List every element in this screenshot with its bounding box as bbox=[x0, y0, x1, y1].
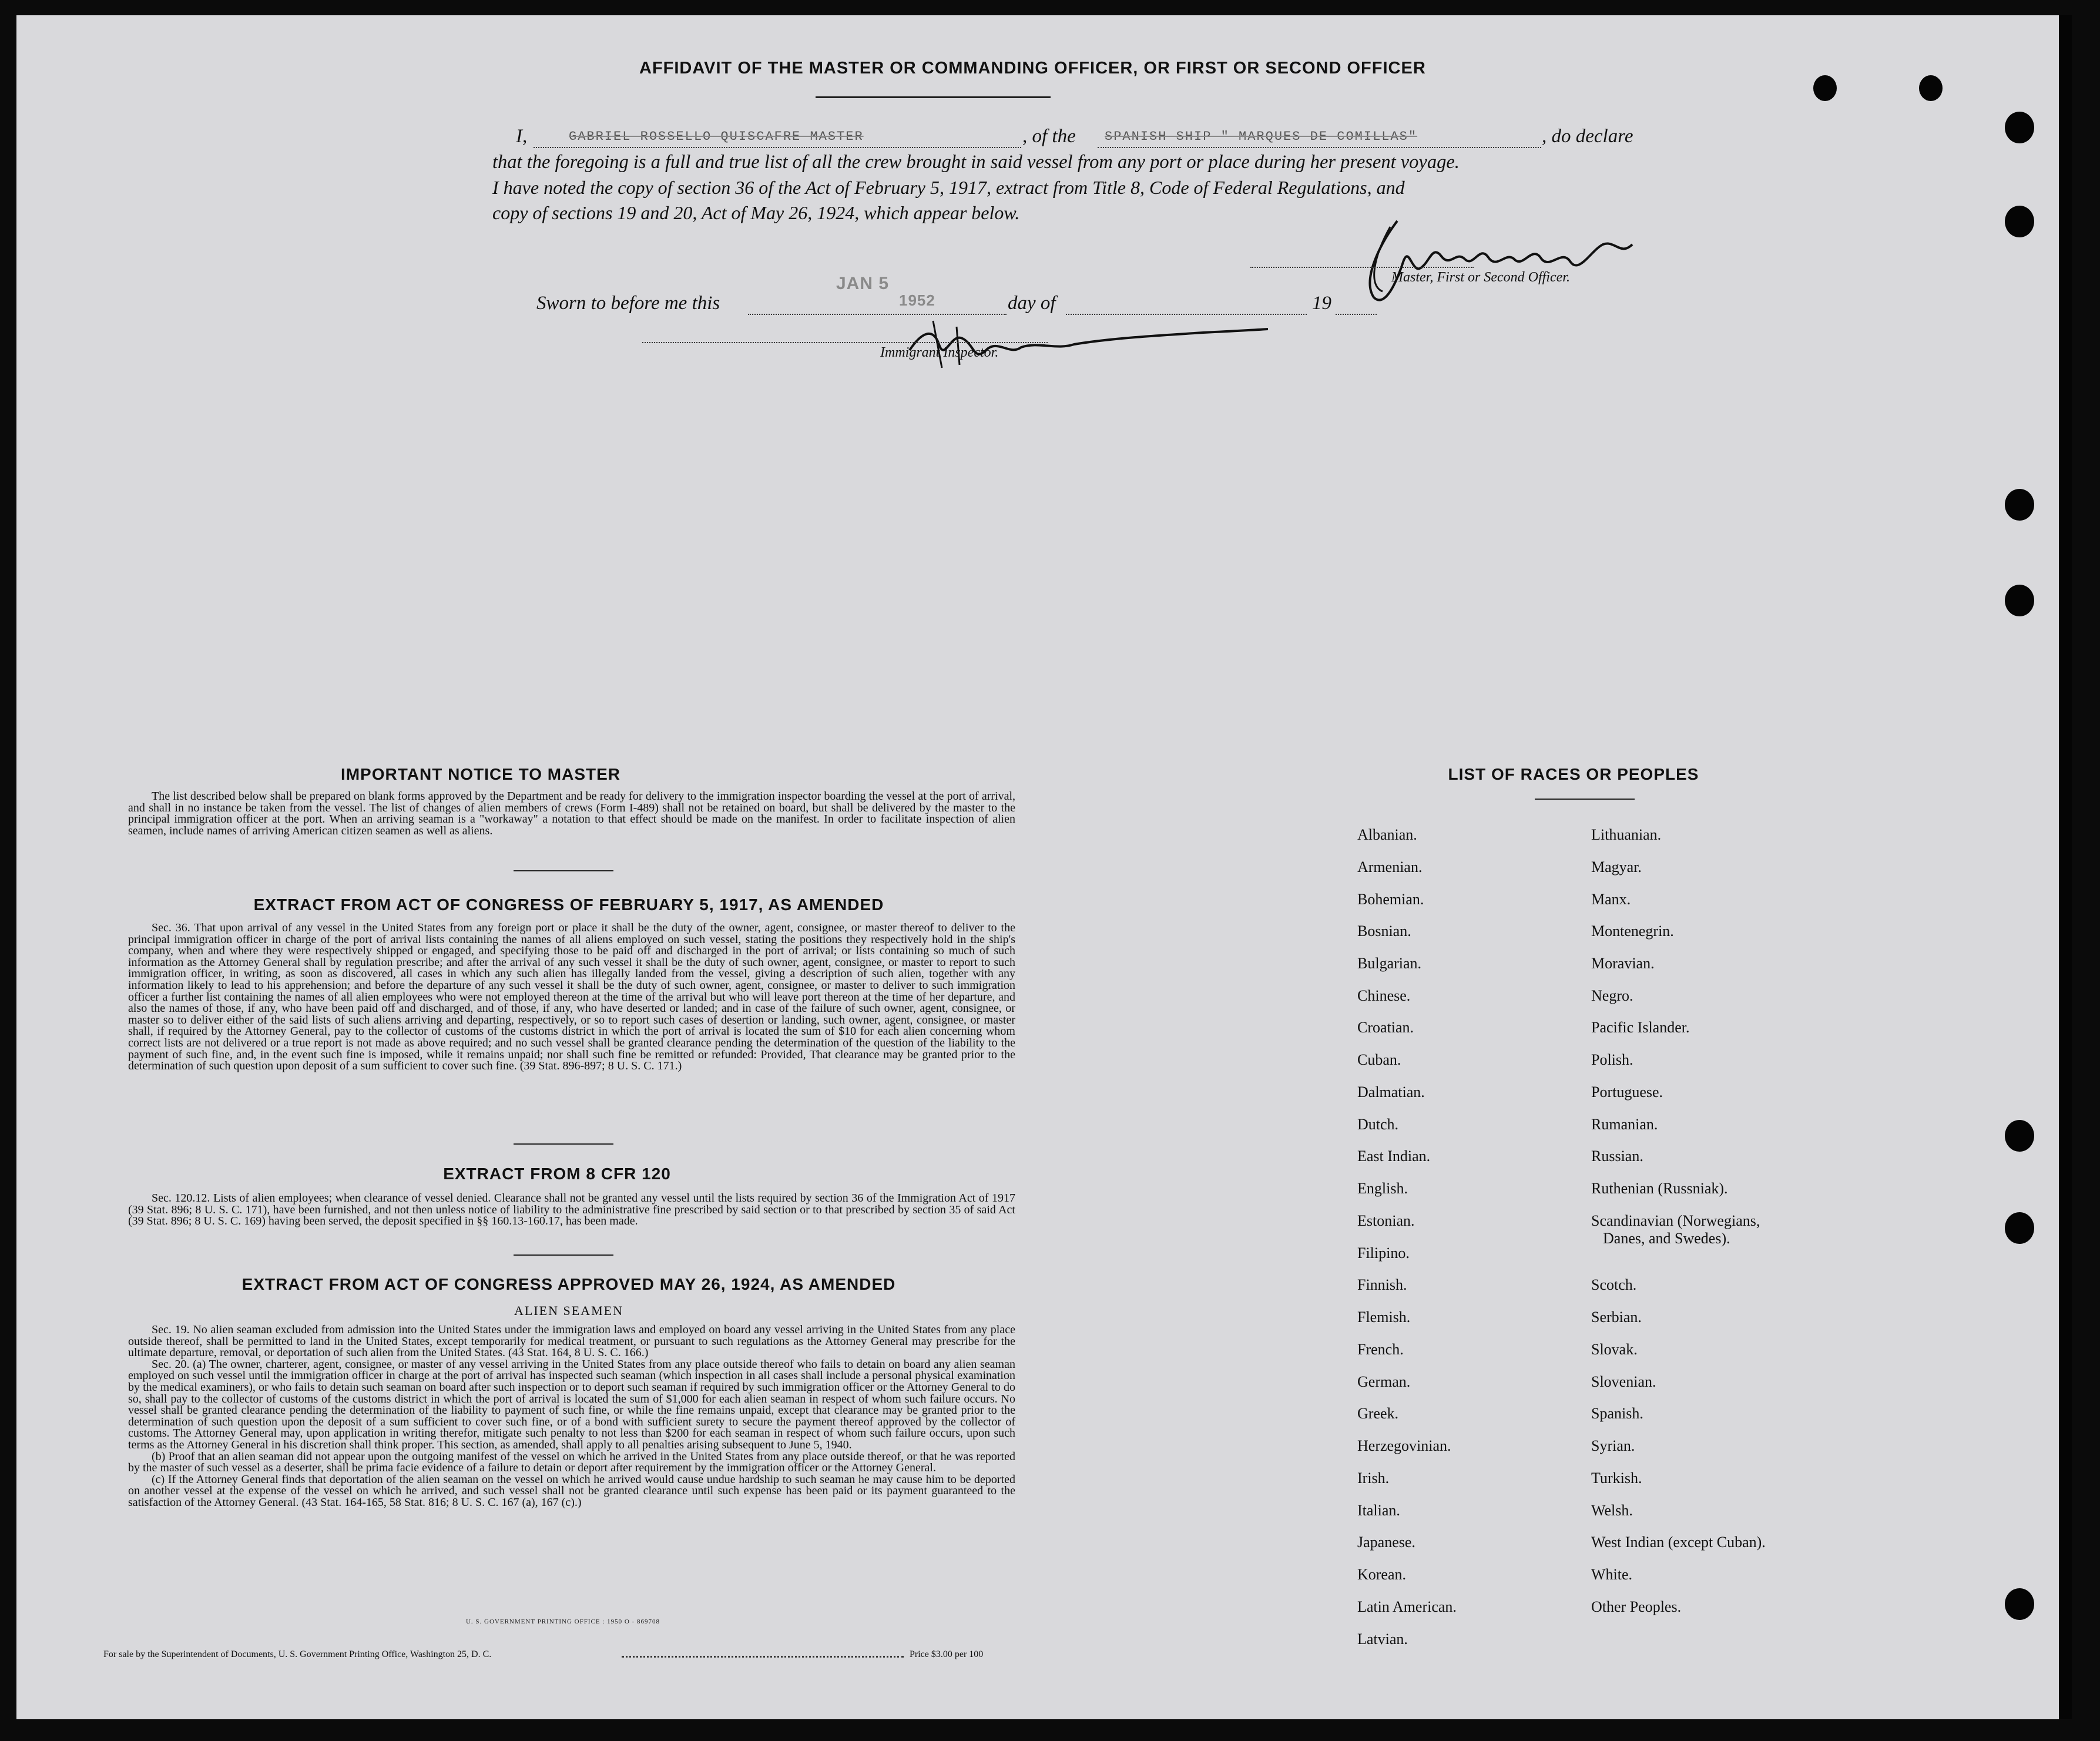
extract-1917-body bbox=[128, 923, 1015, 1072]
races-rule bbox=[1535, 799, 1635, 800]
race-item: Finnish. bbox=[1357, 1276, 1407, 1293]
sworn-text: Sworn to before me this bbox=[536, 293, 720, 314]
race-item: Scotch. bbox=[1591, 1276, 1637, 1293]
inspector-signature bbox=[898, 309, 1274, 380]
race-item: Pacific Islander. bbox=[1591, 1019, 1690, 1036]
declaration-do-declare: , do declare bbox=[1542, 126, 1633, 147]
race-item: Montenegrin. bbox=[1591, 923, 1674, 940]
signature-blank bbox=[1250, 267, 1474, 268]
signature-caption: Master, First or Second Officer. bbox=[1391, 270, 1570, 285]
races-title: LIST OF RACES OR PEOPLES bbox=[1448, 765, 1699, 783]
race-item: Slovenian. bbox=[1591, 1373, 1656, 1390]
race-item: West Indian (except Cuban). bbox=[1591, 1534, 1766, 1551]
gpo-line: U. S. GOVERNMENT PRINTING OFFICE : 1950 O - 869708 bbox=[465, 1618, 660, 1625]
race-item: German. bbox=[1357, 1373, 1411, 1390]
race-item: Portuguese. bbox=[1591, 1083, 1663, 1101]
master-name: GABRIEL ROSSELLO QUISCAFRE MASTER bbox=[569, 129, 864, 144]
race-item: Slovak. bbox=[1591, 1341, 1638, 1358]
affidavit-title: AFFIDAVIT OF THE MASTER OR COMMANDING OFFICER, OR FIRST OR SECOND OFFICER bbox=[639, 59, 1426, 78]
race-item: Estonian. bbox=[1357, 1212, 1415, 1229]
race-item: Bulgarian. bbox=[1357, 955, 1422, 972]
declaration-i: I, bbox=[516, 126, 528, 147]
race-item: Moravian. bbox=[1591, 955, 1655, 972]
race-item: Syrian. bbox=[1591, 1437, 1635, 1454]
race-item: Spanish. bbox=[1591, 1405, 1643, 1422]
race-item: Cuban. bbox=[1357, 1051, 1401, 1068]
declaration-line-3: I have noted the copy of section 36 of the Act of February 5, 1917, extract from Title 8, Code of Federal Regulations, and bbox=[492, 177, 1405, 198]
extract-1917-rule bbox=[514, 1143, 613, 1145]
notice-rule bbox=[514, 870, 613, 871]
race-item: Dutch. bbox=[1357, 1116, 1399, 1133]
race-item: Albanian. bbox=[1357, 826, 1417, 843]
year-blank bbox=[1336, 314, 1377, 315]
race-item: Italian. bbox=[1357, 1502, 1400, 1519]
cfr-body bbox=[128, 1193, 1015, 1227]
vessel-blank bbox=[1098, 147, 1541, 148]
race-item: Turkish. bbox=[1591, 1470, 1642, 1487]
date-stamp-month: JAN 5 bbox=[836, 274, 890, 293]
master-signature bbox=[1356, 209, 1673, 315]
binding-hole bbox=[1813, 75, 1837, 101]
race-item: Latin American. bbox=[1357, 1598, 1457, 1615]
race-item: Chinese. bbox=[1357, 987, 1411, 1004]
race-item: Armenian. bbox=[1357, 858, 1423, 875]
extract-1917-title: EXTRACT FROM ACT OF CONGRESS OF FEBRUARY 5, 1917, AS AMENDED bbox=[253, 895, 884, 914]
binding-hole bbox=[2005, 206, 2034, 237]
year-prefix: 19 bbox=[1312, 293, 1331, 314]
race-item: Flemish. bbox=[1357, 1309, 1411, 1326]
footer-dots bbox=[622, 1656, 904, 1658]
race-item: Latvian. bbox=[1357, 1631, 1408, 1648]
race-item: French. bbox=[1357, 1341, 1404, 1358]
section-120-12-paragraph: Sec. 120.12. Lists of alien employees; when clearance of vessel denied. Clearance shall not be granted any vessel until the lists required by section 36 of the Immigration Act of 1917 (39 Stat. 896; 8 U. S. C. 171), have been furnished, and not then unless notice of liability to the administrative fine prescribed by said section or to that prescribed by section 35 of said Act (39 Stat. 896; 8 U. S. C. 169) having been served, the deposit specified in §§ 160.13-160.17, has been made. bbox=[128, 1192, 1015, 1228]
binding-hole bbox=[2005, 1212, 2034, 1244]
race-item: Filipino. bbox=[1357, 1244, 1410, 1262]
name-blank bbox=[534, 147, 1021, 148]
race-item: Dalmatian. bbox=[1357, 1083, 1425, 1101]
race-item: Negro. bbox=[1591, 987, 1633, 1004]
declaration-line-4: copy of sections 19 and 20, Act of May 26, 1924, which appear below. bbox=[492, 202, 1020, 223]
section-20c-paragraph: (c) If the Attorney General finds that deportation of the alien seaman on the vessel on which he arrived would cause undue hardship to such seaman he may cause him to be deported on another vessel at the expense of the vessel on which he arrived, and such vessel shall not be granted clearance until such expense has been paid or its payment guaranteed to the satisfaction of the Attorney General. (43 Stat. 164-165, 58 Stat. 816; 8 U. S. C. 167 (a), 167 (c).) bbox=[128, 1472, 1015, 1509]
section-20a-paragraph: Sec. 20. (a) The owner, charterer, agent, consignee, or master of any vessel arriving in the United States from any place outside thereof who fails to detain on board any alien seaman employed on such vessel until the immigration officer in charge at the port of arrival has inspected such seaman (which inspection in all cases shall include a personal physical examination by the medical examiners), or who fails to detain such seaman on board after such inspection or to deport such seaman if required by such immigration officer or the Attorney General to do so, shall pay to the collector of customs of the customs district in which the port of arrival is located the sum of $1,000 for each alien seaman in respect of whom such failure occurs. No vessel shall be granted clearance pending the determination of the liability to payment of such fine, or while the fine remains unpaid, except that clearance may be granted prior to the determination of such question upon the deposit of a sum sufficient to cover such fine, or of a bond with sufficient surety to secure the payment thereof approved by the collector of customs. The Attorney General may, upon application in writing therefor, mitigate such penalty to not less than $200 for each seaman in respect of whom such failure occurs, upon such terms as the Attorney General in his discretion shall think proper. This section, as amended, shall apply to all penalties arising subsequent to June 5, 1940. bbox=[128, 1357, 1015, 1451]
alien-seamen-subtitle: ALIEN SEAMEN bbox=[514, 1303, 623, 1318]
race-item: Russian. bbox=[1591, 1148, 1643, 1165]
race-item: White. bbox=[1591, 1566, 1633, 1583]
document-page bbox=[16, 15, 2072, 1719]
race-item: Other Peoples. bbox=[1591, 1598, 1682, 1615]
title-rule bbox=[816, 96, 1051, 98]
binding-hole bbox=[2005, 489, 2034, 521]
race-item: Serbian. bbox=[1591, 1309, 1642, 1326]
race-item: Magyar. bbox=[1591, 858, 1642, 875]
extract-1924-body bbox=[128, 1324, 1015, 1509]
binding-hole bbox=[1919, 75, 1943, 101]
race-item: Croatian. bbox=[1357, 1019, 1414, 1036]
date-stamp-year: 1952 bbox=[899, 291, 935, 309]
race-item: Bohemian. bbox=[1357, 891, 1424, 908]
declaration-of-the: , of the bbox=[1022, 126, 1076, 147]
cfr-rule bbox=[514, 1254, 613, 1256]
race-item: Lithuanian. bbox=[1591, 826, 1662, 843]
notice-body bbox=[128, 791, 1015, 837]
binding-hole bbox=[2005, 1120, 2034, 1152]
race-item: Greek. bbox=[1357, 1405, 1399, 1422]
section-20b-paragraph: (b) Proof that an alien seaman did not appear upon the outgoing manifest of the vessel on which he arrived in the United States from any place outside thereof, or that he was reported by the master of such vessel as a deserter, shall be prima facie evidence of a failure to detain or deport after requirement by the immigration officer or the Attorney General. bbox=[128, 1450, 1015, 1475]
race-item: Manx. bbox=[1591, 891, 1631, 908]
extract-1924-title: EXTRACT FROM ACT OF CONGRESS APPROVED MAY 26, 1924, AS AMENDED bbox=[241, 1275, 896, 1293]
cfr-title: EXTRACT FROM 8 CFR 120 bbox=[443, 1165, 671, 1183]
footer-right: Price $3.00 per 100 bbox=[910, 1649, 984, 1659]
section-36-paragraph: Sec. 36. That upon arrival of any vessel in the United States from any foreign port or place it shall be the duty of the owner, agent, consignee, or master thereof to deliver to the principal immigration officer in charge of the port of arrival lists containing the names of all aliens employed on such vessel, stating the positions they respectively hold in the ship's company, when and where they were respectively shipped or engaged, and specifying those to be paid off and discharged in the port of arrival; or lists containing so much of such information as the Attorney General shall by regulation prescribe; and after the arrival of any such vessel it shall be the duty of such owner, agent, consignee, or master to report to such immigration officer, in writing, as soon as discovered, all cases in which any such alien has illegally landed from the vessel, giving a description of such alien, together with any information likely to lead to his apprehension; and before the departure of any such vessel it shall be the duty of such owner, agent, consignee, or master to deliver to such immigration officer a further list containing the names of all alien employees who were not employed thereon at the time of the arrival but who will leave port thereon at the time of her departure, and also the names of those, if any, who have been paid off and discharged, and of those, if any, who have deserted or landed; and in case of the failure of such owner, agent, consignee, or master so to deliver either of the said lists of such aliens arriving and departing, respectively, or so to report such cases of desertion or landing, such owner, agent, consignee, or master shall, if required by the Attorney General, pay to the collector of customs of the customs district in which the port of arrival is located the sum of $10 for each alien concerning whom correct lists are not delivered or a true report is not made as above required; and no such vessel shall be granted clearance pending the determination of the question of the liability to the payment of such fine, and, in the event such fine is imposed, while it remains unpaid; nor shall such fine be remitted or refunded: Provided, That clearance may be granted prior to the determination of such question upon deposit of a sum sufficient to cover such fine. (39 Stat. 896-897; 8 U. S. C. 171.) bbox=[128, 921, 1015, 1073]
footer-left: For sale by the Superintendent of Documents, U. S. Government Printing Office, Washington 25, D. C. bbox=[103, 1649, 492, 1659]
race-item: East Indian. bbox=[1357, 1148, 1431, 1165]
race-item: Irish. bbox=[1357, 1470, 1390, 1487]
binding-hole bbox=[2005, 112, 2034, 143]
race-item: Danes, and Swedes). bbox=[1603, 1230, 1730, 1247]
race-item: Ruthenian (Russniak). bbox=[1591, 1180, 1728, 1197]
notice-title: IMPORTANT NOTICE TO MASTER bbox=[340, 765, 621, 783]
binding-hole bbox=[2005, 585, 2034, 616]
notice-paragraph: The list described below shall be prepared on blank forms approved by the Department and be ready for delivery to the immigration inspector boarding the vessel at the port of arrival, and shall in no instance be taken from the vessel. The list of changes of alien members of crews (Form I-489) shall not be retained on board, but shall be delivered by the master to the principal immigration officer at the port. When an arriving seaman is a "workaway" a notation to that effect should be made on the manifest. In order to facilitate inspection of alien seamen, include names of arriving American citizen seamen as well as aliens. bbox=[128, 790, 1015, 837]
race-item: English. bbox=[1357, 1180, 1408, 1197]
race-item: Korean. bbox=[1357, 1566, 1407, 1583]
inspector-caption: Immigrant Inspector. bbox=[880, 345, 999, 360]
declaration-line-2: that the foregoing is a full and true list of all the crew brought in said vessel from any port or place during her present voyage. bbox=[492, 152, 1460, 173]
race-item: Welsh. bbox=[1591, 1502, 1633, 1519]
race-item: Bosnian. bbox=[1357, 923, 1411, 940]
binding-hole bbox=[2005, 1588, 2034, 1620]
race-item: Polish. bbox=[1591, 1051, 1633, 1068]
race-item: Herzegovinian. bbox=[1357, 1437, 1451, 1454]
day-of-label: day of bbox=[1008, 293, 1056, 314]
race-item: Japanese. bbox=[1357, 1534, 1415, 1551]
vessel-name: SPANISH SHIP " MARQUES DE COMILLAS" bbox=[1105, 129, 1418, 144]
race-item: Scandinavian (Norwegians, bbox=[1591, 1212, 1760, 1229]
race-item: Rumanian. bbox=[1591, 1116, 1658, 1133]
section-19-paragraph: Sec. 19. No alien seaman excluded from admission into the United States under the immigration laws and employed on board any vessel arriving in the United States from any place outside thereof, shall be permitted to land in the United States, except temporarily for medical treatment, or pursuant to such regulations as the Attorney General may prescribe for the ultimate departure, removal, or deportation of such alien from the United States. (43 Stat. 164, 8 U. S. C. 166.) bbox=[128, 1323, 1015, 1360]
inspector-blank bbox=[642, 342, 1048, 343]
